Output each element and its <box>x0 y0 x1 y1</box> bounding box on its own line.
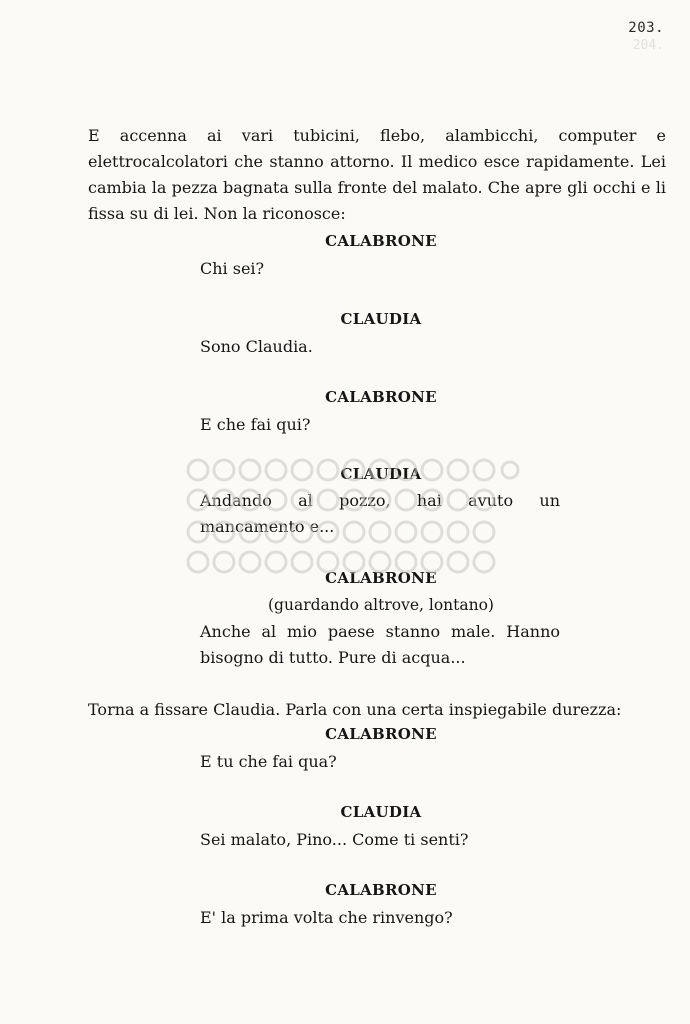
stamp-row <box>188 460 518 480</box>
dialogue-line: E' la prima volta che rinvengo? <box>200 908 453 927</box>
speaker-name: CALABRONE <box>325 725 437 743</box>
dialogue-line: Andando al pozzo, hai avuto un mancamento e... <box>200 491 560 536</box>
stage-direction-intro: E accenna ai vari tubicini, flebo, alambicchi, computer e elettrocalcolatori che stanno attorno. Il medico esce rapidamente. Lei cambia la pezza bagnata sulla fronte del malato. Che apre gli occhi e li fissa su di lei. Non la riconosce: <box>88 126 666 223</box>
parenthetical-direction: (guardando altrove, lontano) <box>268 596 494 614</box>
page-number: 203. <box>628 20 664 36</box>
speaker-name: CALABRONE <box>325 232 437 250</box>
speaker-name: CALABRONE <box>325 881 437 899</box>
dialogue-line: Sei malato, Pino... Come ti senti? <box>200 830 469 849</box>
stamp-row <box>188 522 494 542</box>
speaker-name: CLAUDIA <box>340 803 422 821</box>
speaker-name: CLAUDIA <box>340 465 422 483</box>
speaker-name: CLAUDIA <box>340 310 422 328</box>
dialogue-line: E tu che fai qua? <box>200 752 337 771</box>
stamp-row <box>188 490 494 510</box>
speaker-name: CALABRONE <box>325 388 437 406</box>
dialogue-line: Chi sei? <box>200 259 265 278</box>
stage-direction: Torna a fissare Claudia. Parla con una certa inspiegabile durezza: <box>88 700 622 719</box>
stamp-row <box>188 552 494 572</box>
bleed-through-page-number: 204. <box>632 38 664 53</box>
embossed-stamp <box>178 454 522 580</box>
speaker-name: CALABRONE <box>325 569 437 587</box>
dialogue-line: E che fai qui? <box>200 415 311 434</box>
dialogue-line: Sono Claudia. <box>200 337 313 356</box>
dialogue-line: Anche al mio paese stanno male. Hanno bisogno di tutto. Pure di acqua... <box>200 622 560 667</box>
